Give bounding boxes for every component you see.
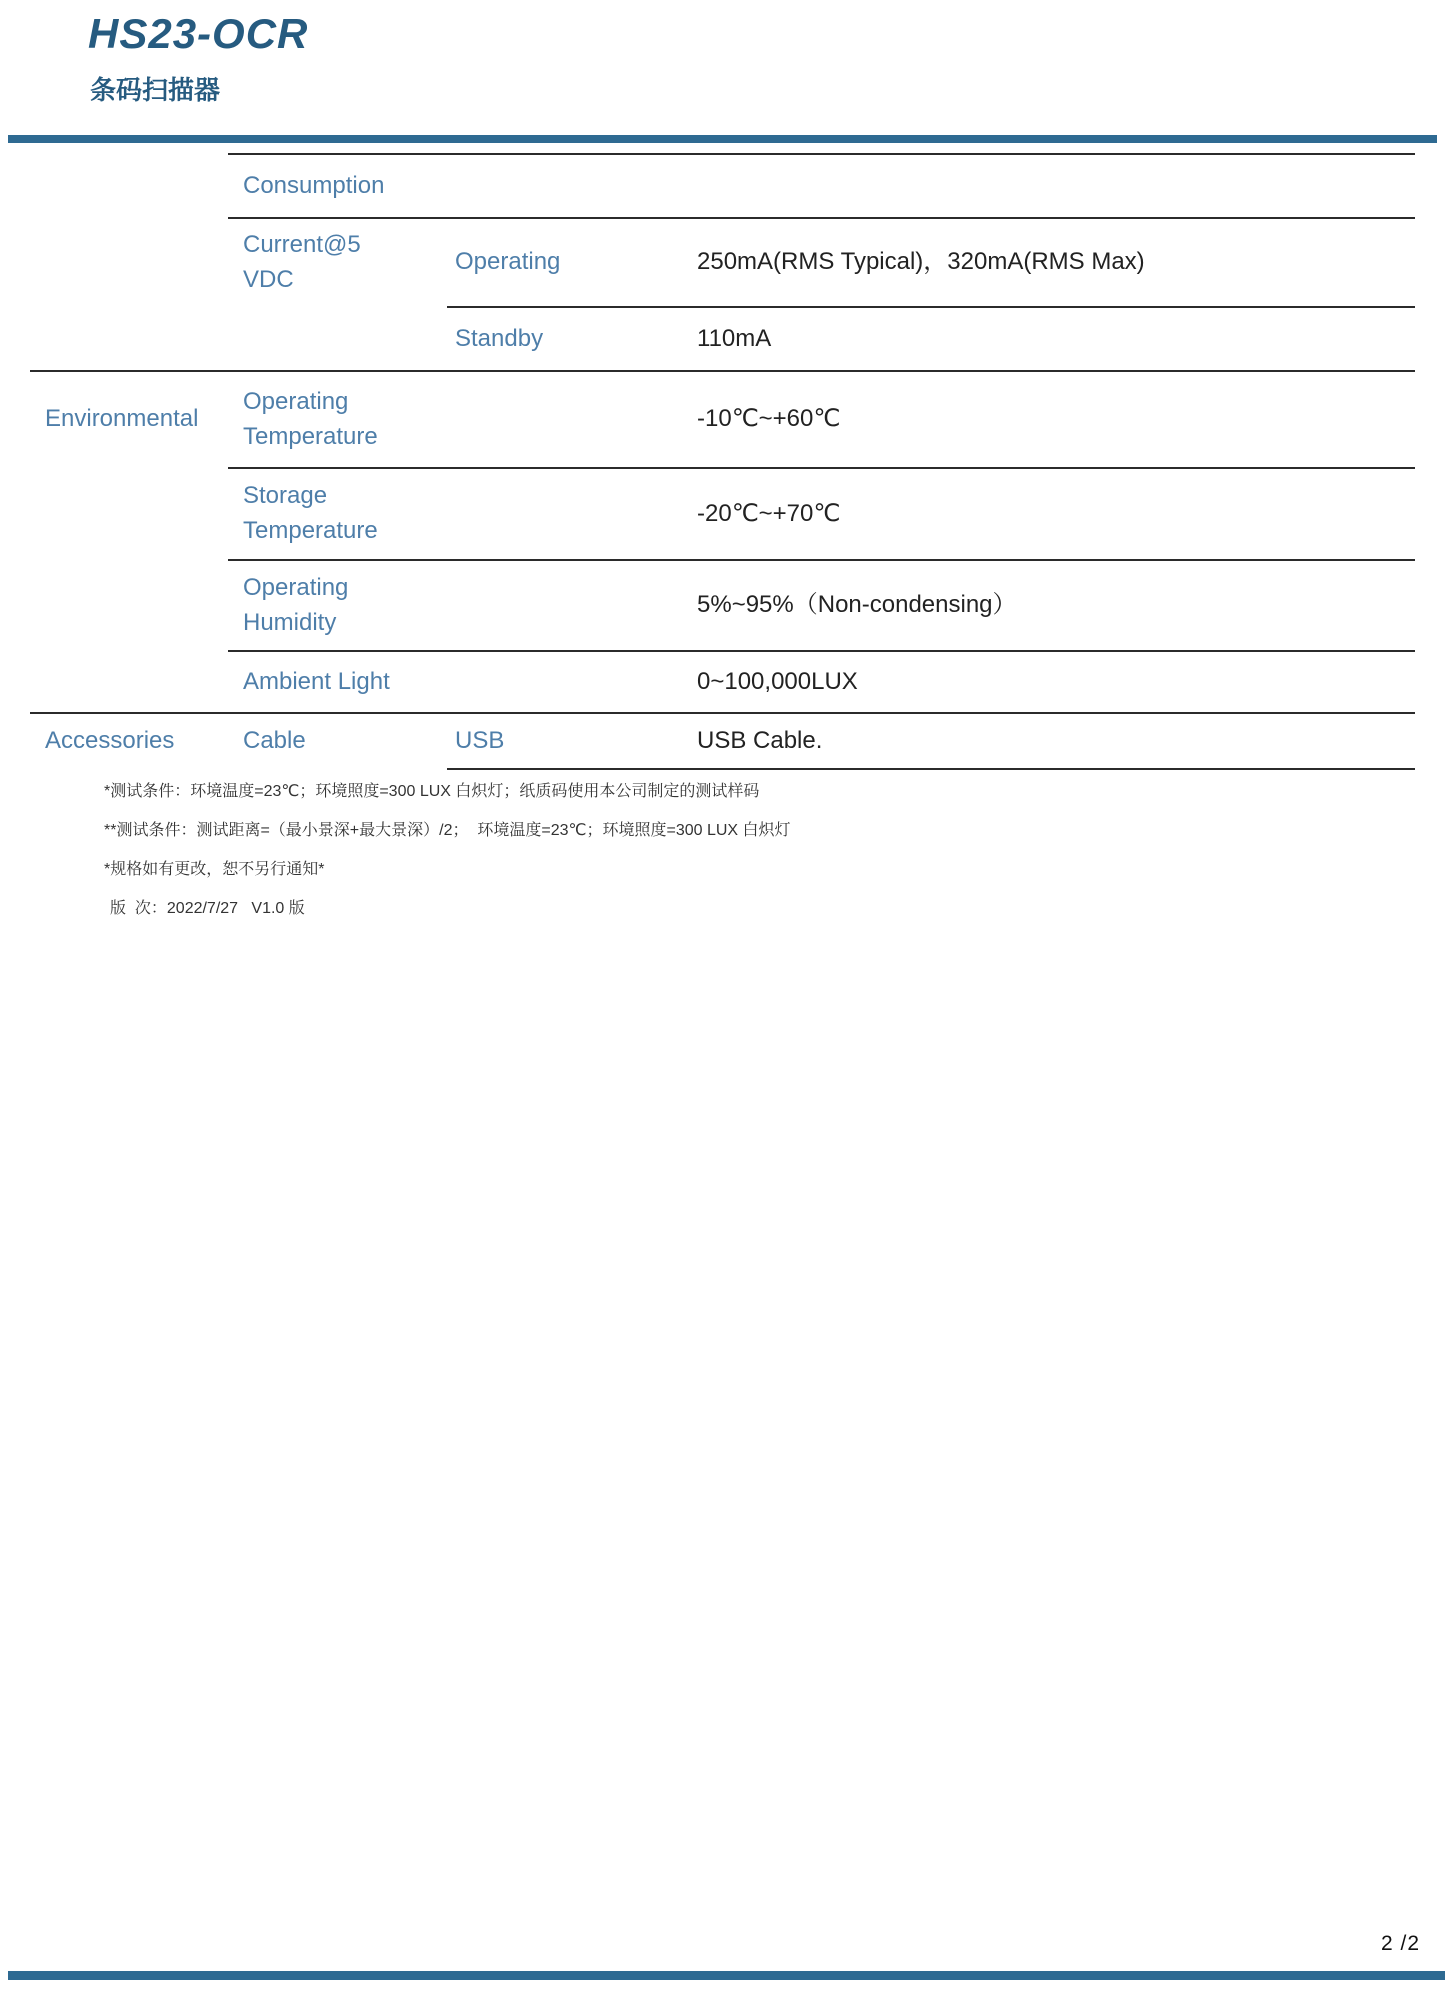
footnote-test-conditions-1: *测试条件：环境温度=23℃；环境照度=300 LUX 白炽灯；纸质码使用本公司制定的测试样码 [104,783,760,800]
consumption-label: Consumption [243,171,385,199]
footnote-test-conditions-2: **测试条件：测试距离=（最小景深+最大景深）/2； 环境温度=23℃；环境照度=300 LUX 白炽灯 [104,822,791,839]
cell-environmental-label [45,370,198,467]
ambient-value: 0~100,000LUX [697,667,858,695]
optemp-label-line2: Temperature [243,422,378,450]
cell-current-label [243,217,361,306]
standby-value: 110mA [697,324,772,352]
cell-optemp-value [697,370,840,467]
environmental-label: Environmental [45,405,199,432]
cell-optemp-label [243,370,378,467]
current-label-line2: VDC [243,265,294,293]
humidity-label-line2: Humidity [243,608,337,636]
cell-usb-value [697,712,822,768]
page-subtitle: 条码扫描器 [90,75,221,105]
cell-accessories-label [45,712,174,768]
standby-label: Standby [455,324,544,352]
operating-value: 250mA(RMS Typical)，320mA(RMS Max) [697,248,1145,275]
optemp-label-line1: Operating [243,387,349,415]
humidity-label-line1: Operating [243,573,349,601]
cell-consumption [243,153,384,217]
footer-rule [8,1971,1445,1980]
cell-ambient-value [697,650,858,712]
current-label-line1: Current@5 [243,230,361,258]
cell-operating-label [455,217,560,306]
cell-storage-label [243,467,378,559]
page-title: HS23-OCR [88,10,309,57]
table-line-operating-standby [447,306,1415,308]
operating-label: Operating [455,248,561,275]
storage-label-line1: Storage [243,482,328,509]
table-line-top [228,153,1415,155]
table-line-bottom [447,768,1415,770]
cell-humidity-value [697,559,1017,650]
humidity-value: 5%~95%（Non-condensing） [697,591,1017,618]
cell-cable-label [243,712,306,768]
cell-ambient-label [243,650,390,712]
cell-standby-value [697,306,771,370]
cell-operating-value [697,217,1145,306]
cell-usb-label [455,712,504,768]
cell-standby-label [455,306,543,370]
optemp-value: -10℃~+60℃ [697,405,841,432]
footnote-spec-change: *规格如有更改，恕不另行通知* [104,861,325,878]
ambient-label: Ambient Light [243,667,390,695]
usb-value: USB Cable. [697,726,823,754]
header-rule [8,135,1437,143]
cell-storage-value [697,467,840,559]
page-number: 2 /2 [1381,1932,1421,1955]
storage-value: -20℃~+70℃ [697,499,841,527]
storage-label-line2: Temperature [243,517,378,544]
usb-label: USB [455,726,505,754]
cable-label: Cable [243,726,306,754]
footnote-version: 版 次：2022/7/27 V1.0 版 [110,900,305,917]
accessories-label: Accessories [45,726,175,754]
cell-humidity-label [243,559,348,650]
